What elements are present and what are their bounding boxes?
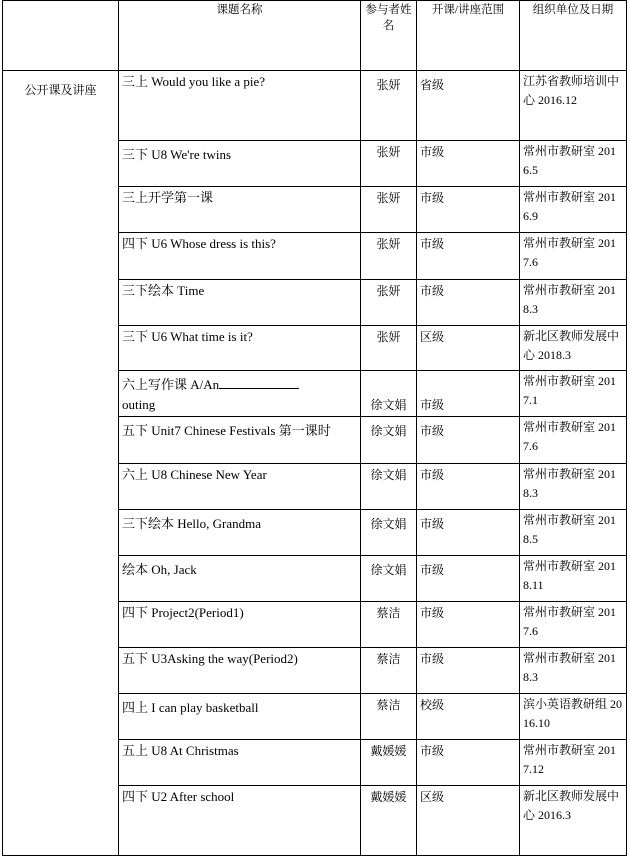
teacher-cell: 蔡洁	[361, 648, 417, 694]
org-cell: 江苏省教师培训中心 2016.12	[520, 71, 627, 141]
topic-cell: 五上 U8 At Christmas	[119, 740, 361, 786]
topic-cell	[119, 371, 361, 417]
teacher-cell: 徐文娟	[361, 417, 417, 464]
teacher-cell: 徐文娟	[361, 510, 417, 556]
org-cell: 常州市教研室 2018.3	[520, 648, 627, 694]
topic-cell: 五下 Unit7 Chinese Festivals 第一课时	[119, 417, 361, 464]
teacher-cell: 徐文娟	[361, 464, 417, 510]
org-cell: 常州市教研室 2017.1	[520, 371, 627, 417]
org-cell: 常州市教研室 2016.5	[520, 141, 627, 187]
teacher-cell: 戴媛媛	[361, 740, 417, 786]
teacher-cell: 戴媛媛	[361, 786, 417, 856]
topic-cell: 四上 I can play basketball	[119, 694, 361, 740]
teacher-cell: 张妍	[361, 141, 417, 187]
scope-cell: 市级	[417, 464, 520, 510]
scope-cell: 市级	[417, 371, 520, 417]
scope-cell: 市级	[417, 280, 520, 326]
topic-cell: 四下 U6 Whose dress is this?	[119, 233, 361, 280]
category-cell: 公开课及讲座	[3, 71, 119, 856]
scope-cell: 省级	[417, 71, 520, 141]
scope-cell: 市级	[417, 556, 520, 602]
topic-cell: 三上 Would you like a pie?	[119, 71, 361, 141]
org-cell: 常州市教研室 2017.6	[520, 233, 627, 280]
blank-line	[219, 376, 299, 389]
teacher-cell: 蔡洁	[361, 694, 417, 740]
teacher-cell: 徐文娟	[361, 371, 417, 417]
topic-text: 六上写作课 A/An	[122, 377, 220, 392]
scope-cell: 市级	[417, 233, 520, 280]
org-cell: 滨小英语教研组 2016.10	[520, 694, 627, 740]
teacher-cell: 蔡洁	[361, 602, 417, 648]
org-cell: 常州市教研室 2018.3	[520, 464, 627, 510]
org-cell: 常州市教研室 2018.5	[520, 510, 627, 556]
topic-cell: 三下绘本 Hello, Grandma	[119, 510, 361, 556]
org-cell: 常州市教研室 2018.11	[520, 556, 627, 602]
org-cell: 常州市教研室 2017.12	[520, 740, 627, 786]
header-org: 组织单位及日期	[520, 1, 627, 71]
teacher-cell: 张妍	[361, 71, 417, 141]
header-row	[3, 1, 627, 71]
scope-cell: 市级	[417, 141, 520, 187]
header-topic: 课题名称	[119, 1, 361, 71]
scope-cell: 市级	[417, 740, 520, 786]
lesson-table	[2, 0, 627, 856]
org-cell: 常州市教研室 2016.9	[520, 187, 627, 233]
scope-cell: 市级	[417, 417, 520, 464]
topic-cell: 三下 U8 We're twins	[119, 141, 361, 187]
scope-cell: 区级	[417, 326, 520, 371]
topic-cell: 四下 U2 After school	[119, 786, 361, 856]
scope-cell: 区级	[417, 786, 520, 856]
scope-cell: 市级	[417, 648, 520, 694]
org-cell: 新北区教师发展中心 2018.3	[520, 326, 627, 371]
scope-cell: 市级	[417, 187, 520, 233]
org-cell: 常州市教研室 2017.6	[520, 417, 627, 464]
teacher-cell: 张妍	[361, 280, 417, 326]
org-cell: 新北区教师发展中心 2016.3	[520, 786, 627, 856]
topic-cell: 五下 U3Asking the way(Period2)	[119, 648, 361, 694]
teacher-cell: 张妍	[361, 326, 417, 371]
org-cell: 常州市教研室 2017.6	[520, 602, 627, 648]
topic-cell: 绘本 Oh, Jack	[119, 556, 361, 602]
header-teacher: 参与者姓名	[361, 1, 417, 71]
scope-cell: 市级	[417, 602, 520, 648]
header-scope: 开课/讲座范围	[417, 1, 520, 71]
topic-cell: 三下 U6 What time is it?	[119, 326, 361, 371]
topic-cell: 四下 Project2(Period1)	[119, 602, 361, 648]
teacher-cell: 张妍	[361, 187, 417, 233]
topic-cell: 三上开学第一课	[119, 187, 361, 233]
org-cell: 常州市教研室 2018.3	[520, 280, 627, 326]
scope-cell: 市级	[417, 510, 520, 556]
teacher-cell: 徐文娟	[361, 556, 417, 602]
topic-cell: 三下绘本 Time	[119, 280, 361, 326]
teacher-cell: 张妍	[361, 233, 417, 280]
category-header-cell	[3, 1, 119, 71]
scope-cell: 校级	[417, 694, 520, 740]
topic-tail-text: outing	[122, 397, 156, 412]
topic-cell: 六上 U8 Chinese New Year	[119, 464, 361, 510]
table-row	[3, 71, 627, 141]
